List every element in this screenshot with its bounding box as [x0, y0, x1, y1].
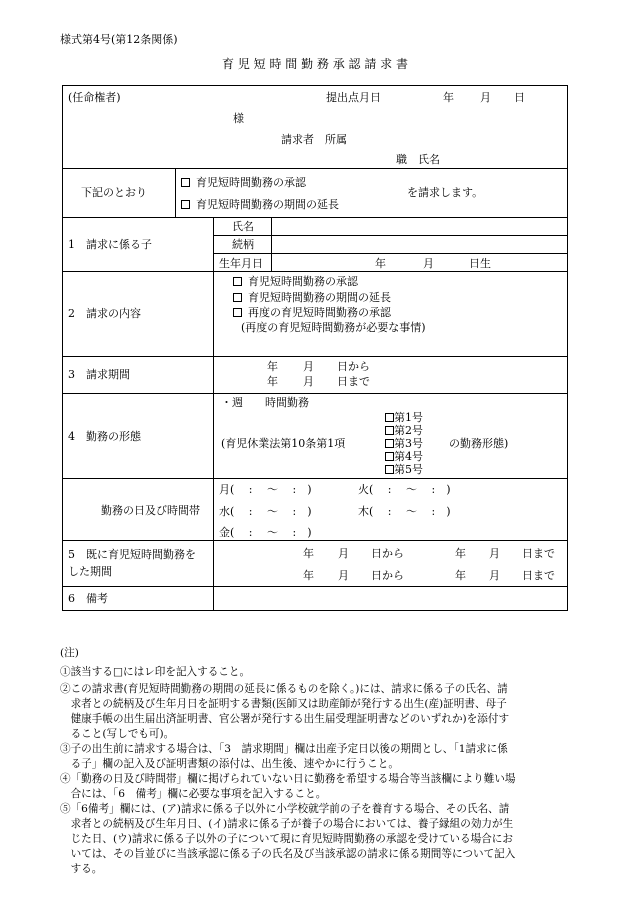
content-option-extension[interactable]: 育児短時間勤務の期間の延長 [233, 292, 391, 303]
submit-month-label: 月 [480, 91, 491, 104]
content-reason-note: (再度の育児短時間勤務が必要な事情) [241, 321, 426, 334]
submit-date-label: 提出点月日 [326, 91, 381, 104]
content-option-reapproval[interactable]: 再度の育児短時間勤務の承認 [233, 307, 391, 318]
requester-office-label: 請求者 所属 [281, 133, 347, 146]
child-name-label: 氏名 [232, 220, 254, 233]
note-line: ること(写しでも可)。 [60, 728, 175, 740]
note-line: ③子の出生前に請求する場合は、「3 請求期間」欄は出産予定日以後の期間とし、「1請求に係 [60, 743, 508, 755]
period-from-month: 月 [303, 360, 314, 373]
schedule-monday: 月( : 〜 : ) [219, 483, 312, 496]
submit-day-label: 日 [514, 91, 525, 104]
period-to-month: 月 [303, 375, 314, 388]
work-form-item-4[interactable]: 第4号 [385, 451, 423, 462]
note-line: ⑤「6備考」欄には、(ア)請求に係る子以外に小学校就学前の子を養育する場合、その氏名、請 [60, 803, 510, 815]
request-option-approval[interactable]: 育児短時間勤務の承認 [181, 177, 306, 188]
content-option-approval[interactable]: 育児短時間勤務の承認 [233, 276, 358, 287]
work-form-item-1[interactable]: 第1号 [385, 412, 423, 423]
note-line: 求者との続柄及び生年月日を証明する書類(医師又は助産師が発行する出生(産)証明書、母子 [60, 698, 507, 710]
child-birth-year: 年 [375, 257, 386, 270]
request-label: 下記のとおり [81, 186, 147, 199]
work-hours-per-week: ・週 時間勤務 [221, 396, 309, 409]
checkbox-icon[interactable] [181, 200, 190, 209]
note-line: する。 [60, 863, 103, 875]
appointer-label: (任命権者) [68, 91, 121, 104]
checkbox-icon[interactable] [181, 178, 190, 187]
note-line: る子」欄の記入及び証明書類の添付は、出生後、速やかに行うこと。 [60, 758, 399, 770]
child-birth-label: 生年月日 [219, 257, 263, 270]
work-form-item-2[interactable]: 第2号 [385, 425, 423, 436]
child-birth-month: 月 [423, 257, 434, 270]
note-line: ①該当する□にはレ印を記入すること。 [60, 666, 251, 678]
schedule-label: 勤務の日及び時間帯 [101, 504, 200, 517]
period-from-year: 年 [267, 360, 278, 373]
remarks-label: 6 備考 [68, 592, 108, 605]
page-title: 育 児 短 時 間 勤 務 承 認 請 求 書 [222, 57, 408, 71]
note-line: じた日、(ウ)請求に係る子以外の子について現に育児短時間勤務の承認を受けている場合にお [60, 833, 513, 845]
work-form-suffix: の勤務形態) [449, 437, 509, 450]
request-suffix: を請求します。 [407, 186, 484, 199]
checkbox-icon[interactable] [385, 413, 394, 422]
note-line: ②この請求書(育児短時間勤務の期間の延長に係るものを除く。)には、請求に係る子の氏名、請 [60, 683, 508, 695]
checkbox-icon[interactable] [385, 465, 394, 474]
note-line: 合には、「6 備考」欄に必要な事項を記入すること。 [60, 788, 327, 800]
note-line: ④「勤務の日及び時間帯」欄に掲げられていない日に勤務を希望する場合等当該欄により難い場 [60, 773, 516, 785]
past-period-label-1: 5 既に育児短時間勤務を [68, 548, 196, 561]
period-to-year: 年 [267, 375, 278, 388]
schedule-tuesday: 火( : 〜 : ) [358, 483, 451, 496]
checkbox-icon[interactable] [233, 277, 242, 286]
position-name-label: 職 氏名 [396, 153, 440, 166]
child-label: 1 請求に係る子 [68, 238, 152, 251]
past-period-label-2: した期間 [68, 565, 112, 578]
work-form-label: 4 勤務の形態 [68, 430, 141, 443]
note-line: 求者との続柄及び生年月日、(イ)請求に係る子が養子の場合においては、養子縁組の効力が生 [60, 818, 514, 830]
child-relation-label: 続柄 [232, 238, 254, 251]
period-from-day: 日から [337, 360, 370, 373]
form-number: 様式第4号(第12条関係) [60, 33, 178, 46]
request-option-extension[interactable]: 育児短時間勤務の期間の延長 [181, 199, 339, 210]
checkbox-icon[interactable] [233, 308, 242, 317]
schedule-thursday: 木( : 〜 : ) [358, 505, 451, 518]
checkbox-icon[interactable] [233, 293, 242, 302]
period-to-day: 日まで [337, 375, 370, 388]
work-form-item-3[interactable]: 第3号 [385, 438, 423, 449]
content-label: 2 請求の内容 [68, 307, 141, 320]
checkbox-icon[interactable] [385, 426, 394, 435]
period-label: 3 請求期間 [68, 368, 130, 381]
note-line: 健康手帳の出生届出済証明書、官公署が発行する出生届受理証明書などのいずれか)を添付す [60, 713, 510, 725]
schedule-wednesday: 水( : 〜 : ) [219, 505, 312, 518]
work-form-item-5[interactable]: 第5号 [385, 464, 423, 475]
addressee-sama: 様 [233, 112, 244, 125]
child-birth-day: 日生 [469, 257, 491, 270]
notes-heading: (注) [60, 647, 79, 659]
checkbox-icon[interactable] [385, 439, 394, 448]
schedule-friday: 金( : 〜 : ) [219, 526, 312, 539]
work-form-law: (育児休業法第10条第1項 [221, 437, 346, 450]
submit-year-label: 年 [443, 91, 454, 104]
note-line: いては、その旨並びに当該承認に係る子の氏名及び当該承認の請求に係る期間等について記入 [60, 848, 516, 860]
checkbox-icon[interactable] [385, 452, 394, 461]
